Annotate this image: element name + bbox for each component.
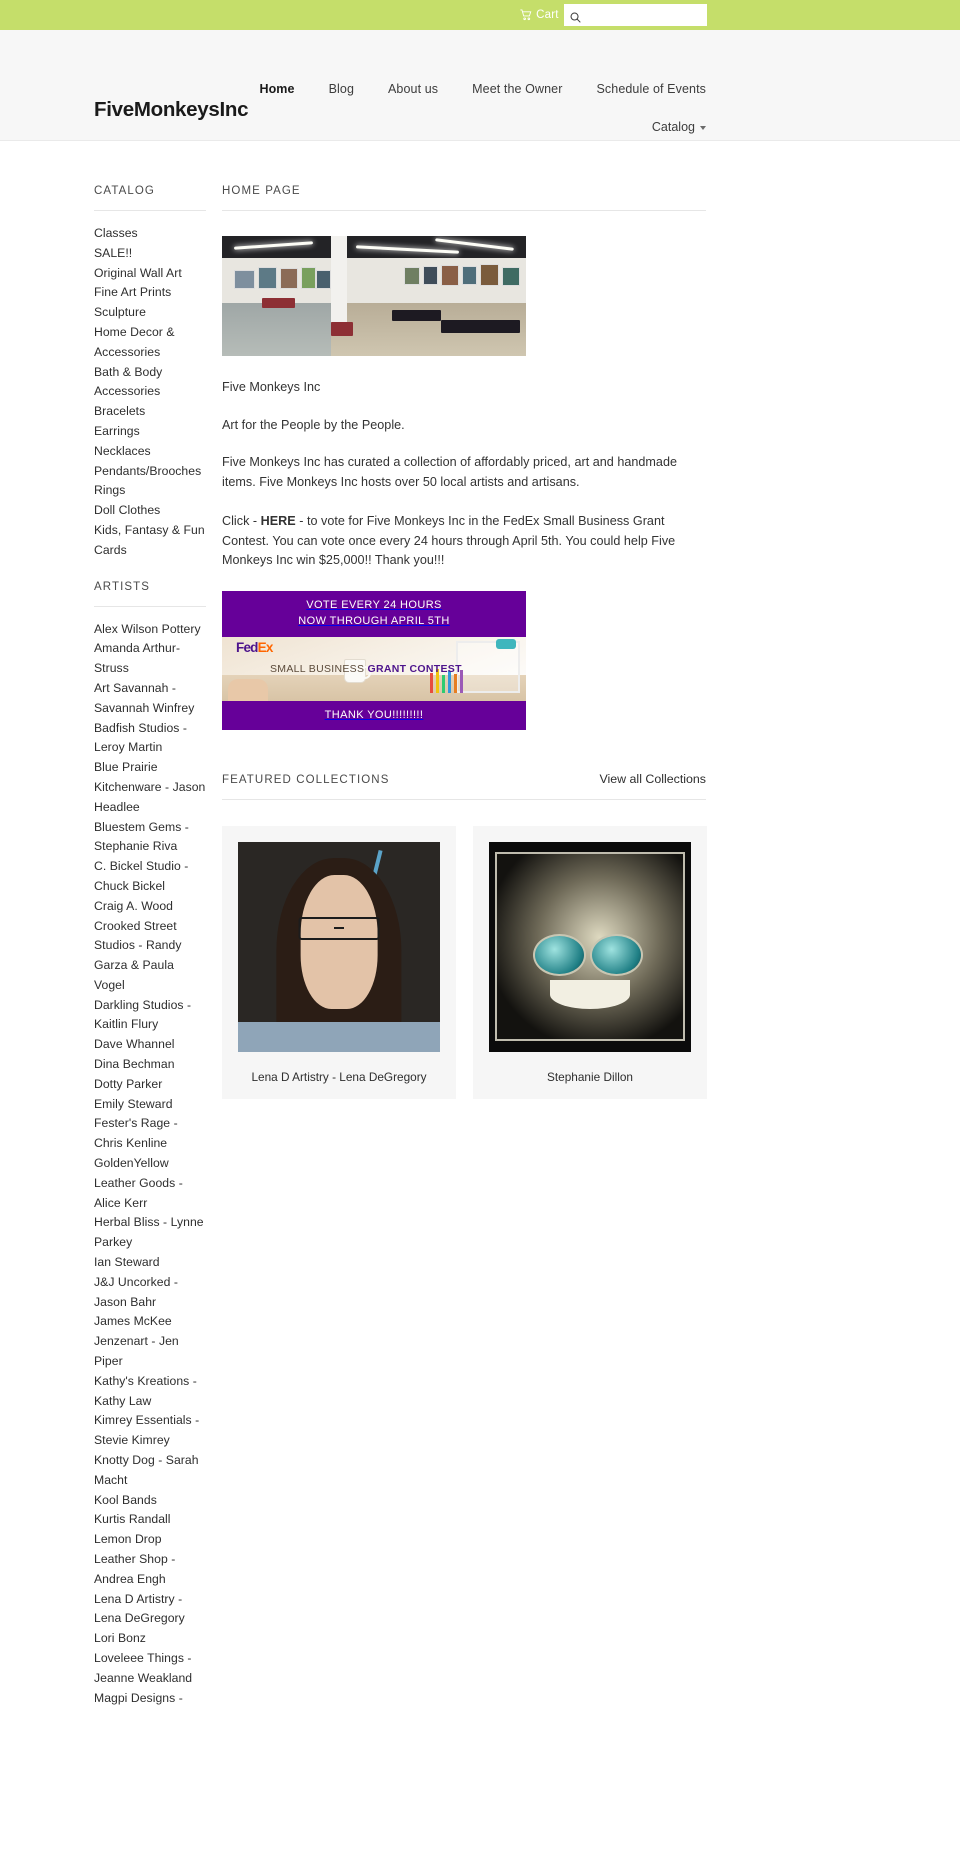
sidebar-catalog-heading: CATALOG <box>94 185 155 197</box>
list-item <box>94 1629 206 1649</box>
page-title: HOME PAGE <box>222 185 301 197</box>
sidebar <box>94 185 206 1708</box>
sidebar-artist-30[interactable]: Magpi Designs - <box>94 1690 183 1705</box>
secondary-navigation <box>652 120 706 134</box>
list-item <box>94 382 206 402</box>
nav-item-schedule-of-events[interactable]: Schedule of Events <box>596 82 706 96</box>
list-item <box>94 639 206 679</box>
list-item <box>94 897 206 917</box>
main-content <box>222 185 706 1099</box>
list-item <box>94 323 206 363</box>
about-paragraph: Five Monkeys Inc has curated a collection of affordably priced, art and handmade items. Five Monkeys Inc hosts over 50 local artists and artisans. <box>222 455 677 489</box>
sidebar-artist-23[interactable]: Knotty Dog - Sarah Macht <box>94 1453 199 1487</box>
sidebar-artist-13[interactable]: Emily Steward <box>94 1096 173 1111</box>
sidebar-item-sculpture[interactable]: Sculpture <box>94 305 146 320</box>
sidebar-item-earrings[interactable]: Earrings <box>94 423 140 438</box>
sidebar-artist-20[interactable]: Jenzenart - Jen Piper <box>94 1334 179 1369</box>
sidebar-artist-25[interactable]: Kurtis Randall <box>94 1512 171 1527</box>
intro-line-tagline: Art for the People by the People. <box>222 417 405 432</box>
main-navigation <box>259 82 706 96</box>
list-item <box>94 679 206 719</box>
list-item <box>94 303 206 323</box>
sidebar-item-pendants-brooches[interactable]: Pendants/Brooches <box>94 463 202 478</box>
sidebar-artist-18[interactable]: J&J Uncorked - Jason Bahr <box>94 1274 179 1309</box>
sidebar-item-accessories[interactable]: Accessories <box>94 384 161 399</box>
sidebar-artist-6[interactable]: C. Bickel Studio - Chuck Bickel <box>94 859 189 893</box>
search-icon <box>570 10 581 21</box>
list-item <box>94 1590 206 1630</box>
featured-collections-header <box>222 772 706 786</box>
sidebar-artists-list <box>94 620 206 1709</box>
cart-label: Cart <box>536 9 559 21</box>
list-item <box>94 620 206 640</box>
sidebar-artists-block <box>94 581 206 1709</box>
sidebar-item-sale[interactable]: SALE!! <box>94 245 133 260</box>
list-item <box>94 1154 206 1213</box>
sidebar-artist-16[interactable]: Herbal Bliss - Lynne Parkey <box>94 1215 204 1250</box>
nav-item-catalog-label: Catalog <box>651 120 695 134</box>
sidebar-item-bracelets[interactable]: Bracelets <box>94 404 146 419</box>
list-item <box>94 1649 206 1689</box>
fedex-logo <box>236 640 273 655</box>
sidebar-artist-24[interactable]: Kool Bands <box>94 1492 157 1507</box>
list-item <box>94 1689 206 1709</box>
fedex-grant-contest-banner[interactable] <box>222 591 526 730</box>
list-item <box>94 1411 206 1451</box>
list-item <box>94 442 206 462</box>
sidebar-artists-heading: ARTISTS <box>94 580 151 593</box>
sidebar-artist-9[interactable]: Darkling Studios - Kaitlin Flury <box>94 997 192 1032</box>
collection-title-stephanie-dillon[interactable]: Stephanie Dillon <box>547 1069 633 1084</box>
list-item <box>94 521 206 541</box>
chevron-down-icon <box>700 126 706 130</box>
vote-here-link[interactable]: HERE <box>260 514 296 528</box>
banner-date-line: NOW THROUGH APRIL 5TH <box>298 614 450 627</box>
sidebar-artist-0[interactable]: Alex Wilson Pottery <box>94 621 201 636</box>
sidebar-item-necklaces[interactable]: Necklaces <box>94 443 151 458</box>
list-item <box>94 481 206 501</box>
list-item <box>94 758 206 817</box>
list-item <box>94 818 206 858</box>
sidebar-item-fine-art-prints[interactable]: Fine Art Prints <box>94 285 172 300</box>
sidebar-item-classes[interactable]: Classes <box>94 226 138 240</box>
list-item <box>94 1530 206 1589</box>
banner-tagline <box>270 663 462 675</box>
list-item <box>94 996 206 1036</box>
list-item <box>94 402 206 422</box>
sidebar-artist-3[interactable]: Badfish Studios - Leroy Martin <box>94 720 187 755</box>
nav-item-home[interactable]: Home <box>259 82 295 96</box>
tagline-small-business: SMALL BUSINESS <box>270 662 368 675</box>
list-item <box>94 422 206 442</box>
tagline-grant-contest: GRANT CONTEST <box>367 662 462 675</box>
sidebar-artist-19[interactable]: James McKee <box>94 1314 172 1329</box>
sidebar-item-doll-clothes[interactable]: Doll Clothes <box>94 503 161 518</box>
list-item <box>94 1035 206 1055</box>
sidebar-artist-7[interactable]: Craig A. Wood <box>94 898 174 913</box>
banner-artwork <box>222 637 526 701</box>
sidebar-artist-26[interactable]: Lemon Drop Leather Shop - Andrea Engh <box>94 1532 176 1586</box>
sidebar-artist-28[interactable]: Lori Bonz <box>94 1631 146 1646</box>
sidebar-artist-8[interactable]: Crooked Street Studios - Randy Garza & Paula Vogel <box>94 918 182 992</box>
cart-link[interactable] <box>520 9 559 21</box>
collection-thumbnail-stephanie-dillon[interactable] <box>489 842 691 1052</box>
list-item <box>94 462 206 482</box>
contest-suffix: - to vote for Five Monkeys Inc in the FedEx Small Business Grant Contest. You can vote once every 24 hours through April 5th. You could help Five Monkeys Inc win $25,000!! Thank you!!! <box>222 514 676 567</box>
collection-card[interactable] <box>473 826 707 1099</box>
sidebar-artist-2[interactable]: Art Savannah - Savannah Winfrey <box>94 680 195 715</box>
list-item <box>94 363 206 383</box>
view-all-collections-link[interactable]: View all Collections <box>599 771 706 786</box>
list-item <box>94 283 206 303</box>
list-item <box>94 1510 206 1530</box>
sidebar-artist-21[interactable]: Kathy's Kreations - Kathy Law <box>94 1373 197 1408</box>
sidebar-artist-15[interactable]: GoldenYellow Leather Goods - Alice Kerr <box>94 1156 183 1210</box>
list-item <box>94 264 206 284</box>
sidebar-item-home-decor[interactable]: Home Decor & Accessories <box>94 324 175 359</box>
sidebar-artist-22[interactable]: Kimrey Essentials - Stevie Kimrey <box>94 1413 200 1448</box>
sidebar-artist-27[interactable]: Lena D Artistry - Lena DeGregory <box>94 1591 185 1626</box>
nav-item-blog[interactable]: Blog <box>328 82 354 96</box>
divider <box>94 606 206 607</box>
list-item <box>94 1075 206 1095</box>
banner-vote-line: VOTE EVERY 24 HOURS <box>306 598 442 611</box>
sidebar-artist-11[interactable]: Dina Bechman <box>94 1057 175 1072</box>
contest-prefix: Click - <box>222 514 261 528</box>
contest-paragraph <box>222 512 706 571</box>
sidebar-artist-10[interactable]: Dave Whannel <box>94 1037 175 1052</box>
list-item <box>94 1273 206 1313</box>
divider <box>94 210 206 211</box>
list-item <box>94 1213 206 1253</box>
nav-item-about-us[interactable]: About us <box>388 82 439 96</box>
list-item <box>94 1253 206 1273</box>
list-item <box>94 917 206 996</box>
list-item <box>94 224 206 244</box>
list-item <box>94 1055 206 1075</box>
featured-collections-title: FEATURED COLLECTIONS <box>222 773 390 786</box>
sidebar-artist-14[interactable]: Fester's Rage - Chris Kenline <box>94 1116 178 1151</box>
list-item <box>94 541 206 561</box>
list-item <box>94 1491 206 1511</box>
sidebar-item-cards[interactable]: Cards <box>94 542 127 557</box>
list-item <box>94 1095 206 1115</box>
list-item <box>94 1312 206 1332</box>
list-item <box>94 1332 206 1372</box>
fedex-logo-fed: Fed <box>236 639 258 655</box>
site-header <box>0 30 960 141</box>
featured-collections-grid <box>222 826 706 1099</box>
page-body <box>0 141 960 1705</box>
nav-item-catalog[interactable] <box>652 120 706 134</box>
sidebar-artist-17[interactable]: Ian Steward <box>94 1255 160 1270</box>
collection-card[interactable] <box>222 826 456 1099</box>
search-input[interactable] <box>581 5 699 25</box>
divider <box>222 210 706 211</box>
collection-thumbnail-lena-d-artistry[interactable] <box>238 842 440 1052</box>
list-item <box>94 1451 206 1491</box>
divider <box>222 799 706 800</box>
list-item <box>94 1372 206 1412</box>
sidebar-artist-12[interactable]: Dotty Parker <box>94 1076 163 1091</box>
fedex-logo-ex: Ex <box>257 639 273 655</box>
list-item <box>94 244 206 264</box>
sidebar-item-kids-fantasy-fun[interactable]: Kids, Fantasy & Fun <box>94 522 205 537</box>
sidebar-artist-4[interactable]: Blue Prairie Kitchenware - Jason Headlee <box>94 760 206 814</box>
utility-topbar <box>0 0 960 30</box>
intro-line-company: Five Monkeys Inc <box>222 380 321 394</box>
banner-top-text <box>222 591 526 637</box>
list-item <box>94 857 206 897</box>
shopping-cart-icon <box>520 9 532 21</box>
banner-thank-you: THANK YOU!!!!!!!!! <box>222 701 526 730</box>
site-logo-title[interactable]: FiveMonkeysInc <box>94 98 249 121</box>
collection-title-lena-d-artistry[interactable]: Lena D Artistry - Lena DeGregory <box>251 1069 427 1084</box>
sidebar-artist-5[interactable]: Bluestem Gems - Stephanie Riva <box>94 819 189 854</box>
sidebar-item-rings[interactable]: Rings <box>94 483 126 498</box>
sidebar-item-bath-and-body[interactable]: Bath & Body <box>94 364 163 379</box>
sidebar-artist-29[interactable]: Loveleee Things - Jeanne Weakland <box>94 1650 193 1685</box>
hero-gallery-photo <box>222 236 526 356</box>
sidebar-catalog-list <box>94 224 206 561</box>
sidebar-artist-1[interactable]: Amanda Arthur-Struss <box>94 641 181 676</box>
list-item <box>94 1114 206 1154</box>
sidebar-item-original-wall-art[interactable]: Original Wall Art <box>94 265 182 280</box>
list-item <box>94 501 206 521</box>
list-item <box>94 719 206 759</box>
search-box[interactable] <box>564 4 707 26</box>
nav-item-meet-the-owner[interactable]: Meet the Owner <box>472 82 563 96</box>
